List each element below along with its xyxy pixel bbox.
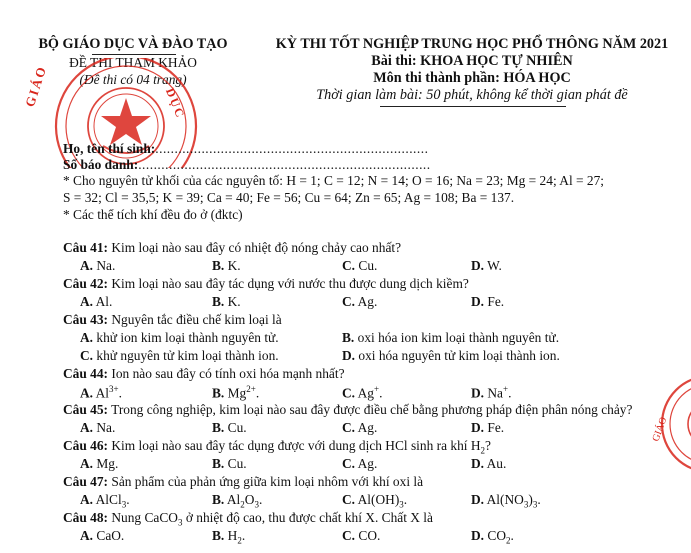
question-43: Câu 43: Nguyên tắc điều chế kim loại là bbox=[63, 312, 282, 327]
option-44-c[interactable]: C. Ag+. bbox=[342, 384, 383, 401]
pages-note: (Đề thi có 04 trang) bbox=[79, 72, 187, 87]
option-42-b[interactable]: B. K. bbox=[212, 294, 241, 309]
question-42: Câu 42: Kim loại nào sau đây tác dụng với nước thu được dung dịch kiềm? bbox=[63, 276, 469, 291]
question-45: Câu 45: Trong công nghiệp, kim loại nào sau đây được điều chế bằng phương pháp điện phân nóng chảy? bbox=[63, 402, 633, 417]
option-44-b[interactable]: B. $Mg^{2+}$. bbox=[212, 384, 260, 401]
option-46-c[interactable]: C. Ag. bbox=[342, 456, 378, 471]
option-42-a[interactable]: A. Al. bbox=[80, 294, 113, 309]
student-name-blank[interactable]: ....................................................................... bbox=[155, 141, 429, 156]
option-43-d[interactable]: D. oxi hóa nguyên tử kim loại thành ion. bbox=[342, 348, 560, 363]
ministry-name: BỘ GIÁO DỤC VÀ ĐÀO TẠO bbox=[38, 36, 228, 52]
option-43-a[interactable]: A. khử ion kim loại thành nguyên tử. bbox=[80, 330, 279, 345]
option-48-b[interactable]: B. $H_2$. bbox=[212, 528, 246, 546]
student-number-blank[interactable]: ............................................................................ bbox=[138, 157, 431, 172]
exam-title: KỲ THI TỐT NGHIỆP TRUNG HỌC PHỔ THÔNG NĂM 2021 bbox=[275, 36, 669, 52]
option-41-b[interactable]: B. K. bbox=[212, 258, 241, 273]
student-name-label: Họ, tên thí sinh: bbox=[63, 141, 156, 156]
option-41-a[interactable]: A. Na. bbox=[80, 258, 116, 273]
option-47-b[interactable]: B. $Al_2O_3$. bbox=[212, 492, 263, 510]
question-47: Câu 47: Sản phẩm của phản ứng giữa kim loại nhôm với khí oxi là bbox=[63, 474, 424, 489]
option-45-a[interactable]: A. Na. bbox=[80, 420, 116, 435]
option-46-a[interactable]: A. Mg. bbox=[80, 456, 119, 471]
option-41-d[interactable]: D. W. bbox=[471, 258, 502, 273]
student-number-row bbox=[63, 156, 431, 174]
stamp-seal-partial bbox=[640, 372, 691, 472]
atomic-mass-line-2: S = 32; Cl = 35,5; K = 39; Ca = 40; Fe = 56; Cu = 64; Zn = 65; Ag = 108; Ba = 137. bbox=[63, 190, 515, 205]
question-41: Câu 41: Kim loại nào sau đây có nhiệt độ nóng chảy cao nhất? bbox=[63, 240, 402, 255]
option-45-d[interactable]: D. Fe. bbox=[471, 420, 505, 435]
option-46-d[interactable]: D. Au. bbox=[471, 456, 507, 471]
student-number-label: Số báo danh: bbox=[63, 157, 139, 172]
option-42-c[interactable]: C. Ag. bbox=[342, 294, 378, 309]
option-48-c[interactable]: C. CO. bbox=[342, 528, 381, 543]
option-44-d[interactable]: D. Na+. bbox=[471, 384, 512, 401]
option-41-c[interactable]: C. Cu. bbox=[342, 258, 378, 273]
gas-volume-note: * Các thể tích khí đều đo ở (đktc) bbox=[63, 207, 243, 222]
time-note: Thời gian làm bài: 50 phút, không kể thời gian phát đề bbox=[316, 87, 628, 103]
option-42-d[interactable]: D. Fe. bbox=[471, 294, 505, 309]
question-44: Câu 44: Ion nào sau đây có tính oxi hóa mạnh nhất? bbox=[63, 366, 345, 381]
title-underline bbox=[380, 106, 566, 107]
exam-type: ĐỀ THI THAM KHẢO bbox=[69, 55, 197, 70]
question-48: Câu 48: Nung CaCO$_3$ ở nhiệt độ cao, thu được chất khí X. Chất X là bbox=[63, 510, 433, 528]
option-43-c[interactable]: C. khử nguyên tử kim loại thành ion. bbox=[80, 348, 279, 363]
option-48-d[interactable]: D. $CO_2$. bbox=[471, 528, 514, 546]
option-48-a[interactable]: A. CaO. bbox=[80, 528, 125, 543]
student-name-row bbox=[63, 140, 428, 158]
option-45-b[interactable]: B. Cu. bbox=[212, 420, 247, 435]
stamp-text-right: DỤC bbox=[163, 86, 188, 121]
option-43-b[interactable]: B. oxi hóa ion kim loại thành nguyên tử. bbox=[342, 330, 560, 345]
svg-text:GIÁO: GIÁO bbox=[650, 415, 670, 444]
option-47-d[interactable]: D. $Al(NO_3)_3$. bbox=[471, 492, 541, 510]
subject-name: Môn thi thành phần: HÓA HỌC bbox=[373, 70, 571, 86]
stamp-text-left: GIÁO bbox=[22, 63, 50, 109]
option-45-c[interactable]: C. Ag. bbox=[342, 420, 378, 435]
atomic-mass-line-1: * Cho nguyên tử khối của các nguyên tố: H = 1; C = 12; N = 14; O = 16; Na = 23; Mg = 24; Al = 27; bbox=[63, 173, 605, 188]
option-44-a[interactable]: A. $Al^{3+}$. bbox=[80, 384, 122, 401]
option-47-c[interactable]: C. $Al(OH)_3$. bbox=[342, 492, 408, 510]
option-47-a[interactable]: A. AlCl$_3$. bbox=[80, 492, 130, 510]
option-46-b[interactable]: B. Cu. bbox=[212, 456, 247, 471]
subject-group: Bài thi: KHOA HỌC TỰ NHIÊN bbox=[371, 53, 573, 69]
question-46: Câu 46: Kim loại nào sau đây tác dụng được với dung dịch HCl sinh ra khí $H_2$? bbox=[63, 438, 491, 456]
